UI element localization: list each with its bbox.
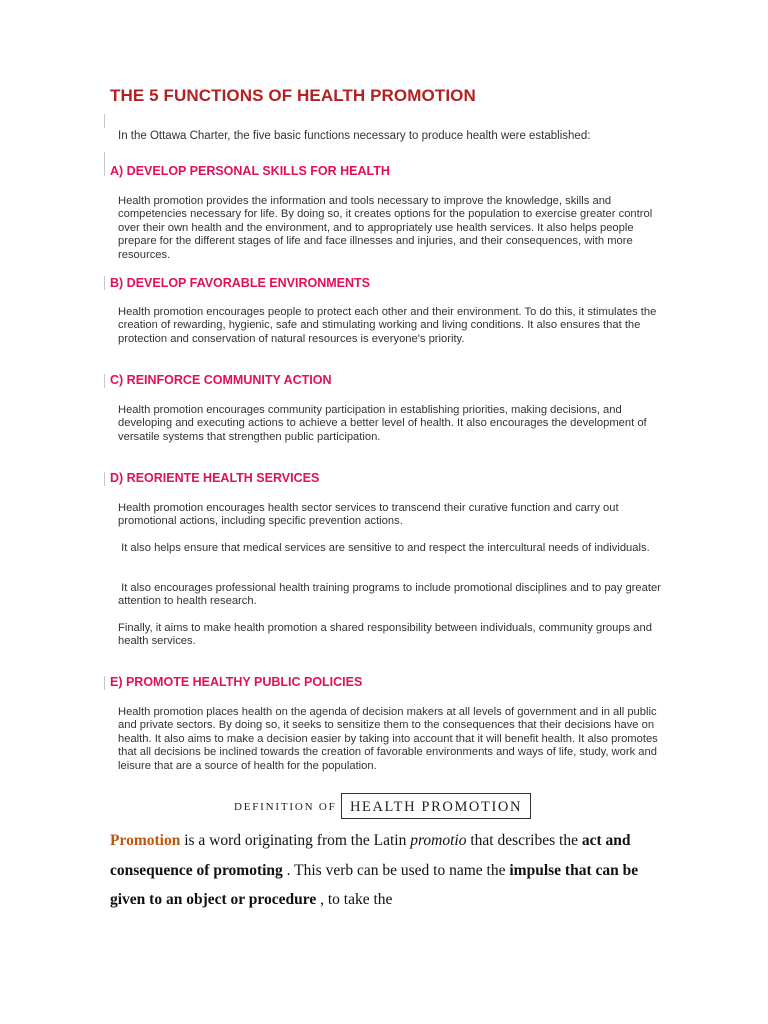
section-d-paragraph-2: It also helps ensure that medical services are sensitive to and respect the intercultural needs of individuals. xyxy=(118,542,650,554)
definition-header xyxy=(0,793,768,823)
margin-marker xyxy=(104,114,105,128)
section-d-paragraph-4: Finally, it aims to make health promotion a shared responsibility between individuals, community groups and health services. xyxy=(118,622,652,648)
section-e-paragraph: Health promotion places health on the agenda of decision makers at all levels of government and in all public and private sectors. By doing so, it seeks to sensitize them to the consequences that their decisions have on health. It also aims to make a decision easier by taking into account that it will benefit health. It also promotes that all decisions be inclined towards the creation of favorable environments and ways of life, study, work and leisure that are a source of health for the population. xyxy=(118,706,658,772)
section-heading-a: A) DEVELOP PERSONAL SKILLS FOR HEALTH xyxy=(110,164,390,178)
page-title: THE 5 FUNCTIONS OF HEALTH PROMOTION xyxy=(110,86,476,105)
definition-term: Promotion xyxy=(110,832,181,849)
intro-text: In the Ottawa Charter, the five basic functions necessary to produce health were established: xyxy=(118,130,591,142)
definition-paragraph xyxy=(110,826,670,915)
definition-text-2: that describes the xyxy=(466,832,582,849)
margin-marker xyxy=(104,676,105,690)
section-heading-b: B) DEVELOP FAVORABLE ENVIRONMENTS xyxy=(110,276,370,290)
margin-marker xyxy=(104,152,105,176)
definition-text-3: . This verb can be used to name the xyxy=(282,861,510,879)
section-heading-e: E) PROMOTE HEALTHY PUBLIC POLICIES xyxy=(110,675,363,689)
section-c-paragraph: Health promotion encourages community participation in establishing priorities, making decisions, and developing and executing actions to achieve a better level of health. It also encourages the development of versatile systems that strengthen public participation. xyxy=(118,404,647,443)
definition-bold-phrase-1: act and consequence of promoting xyxy=(110,832,631,879)
definition-bold-phrase-2: impulse that can be given to an object or procedure xyxy=(110,861,639,908)
section-a-paragraph: Health promotion provides the information and tools necessary to improve the knowledge, skills and competencies necessary for life. By doing so, it creates options for the population to exercise greater control over their own health and the environment, and to appropriately use health services. It also helps people prepare for the different stages of life and face illnesses and injuries, and their consequences, with more resources. xyxy=(118,195,653,261)
definition-text-1: is a word originating from the Latin xyxy=(180,832,411,849)
definition-text-4: , to take the xyxy=(316,891,393,908)
margin-marker xyxy=(104,472,105,486)
margin-marker xyxy=(104,374,105,388)
margin-marker xyxy=(104,276,105,290)
section-b-paragraph: Health promotion encourages people to protect each other and their environment. To do this, it stimulates the creation of rewarding, hygienic, safe and stimulating working and living conditions. It also ensures that the protection and conservation of natural resources is everyone's priority. xyxy=(118,306,657,345)
section-heading-c: C) REINFORCE COMMUNITY ACTION xyxy=(110,373,332,387)
definition-latin-word: promotio xyxy=(410,832,467,849)
section-d-paragraph-1: Health promotion encourages health sector services to transcend their curative function and carry out promotional actions, including specific prevention actions. xyxy=(118,502,619,528)
section-d-paragraph-3: It also encourages professional health training programs to include promotional disciplines and to pay greater attention to health research. xyxy=(118,582,665,608)
definition-boxed-title: HEALTH PROMOTION xyxy=(341,793,531,819)
section-heading-d: D) REORIENTE HEALTH SERVICES xyxy=(110,471,320,485)
definition-prefix: DEFINITION OF xyxy=(234,801,337,813)
